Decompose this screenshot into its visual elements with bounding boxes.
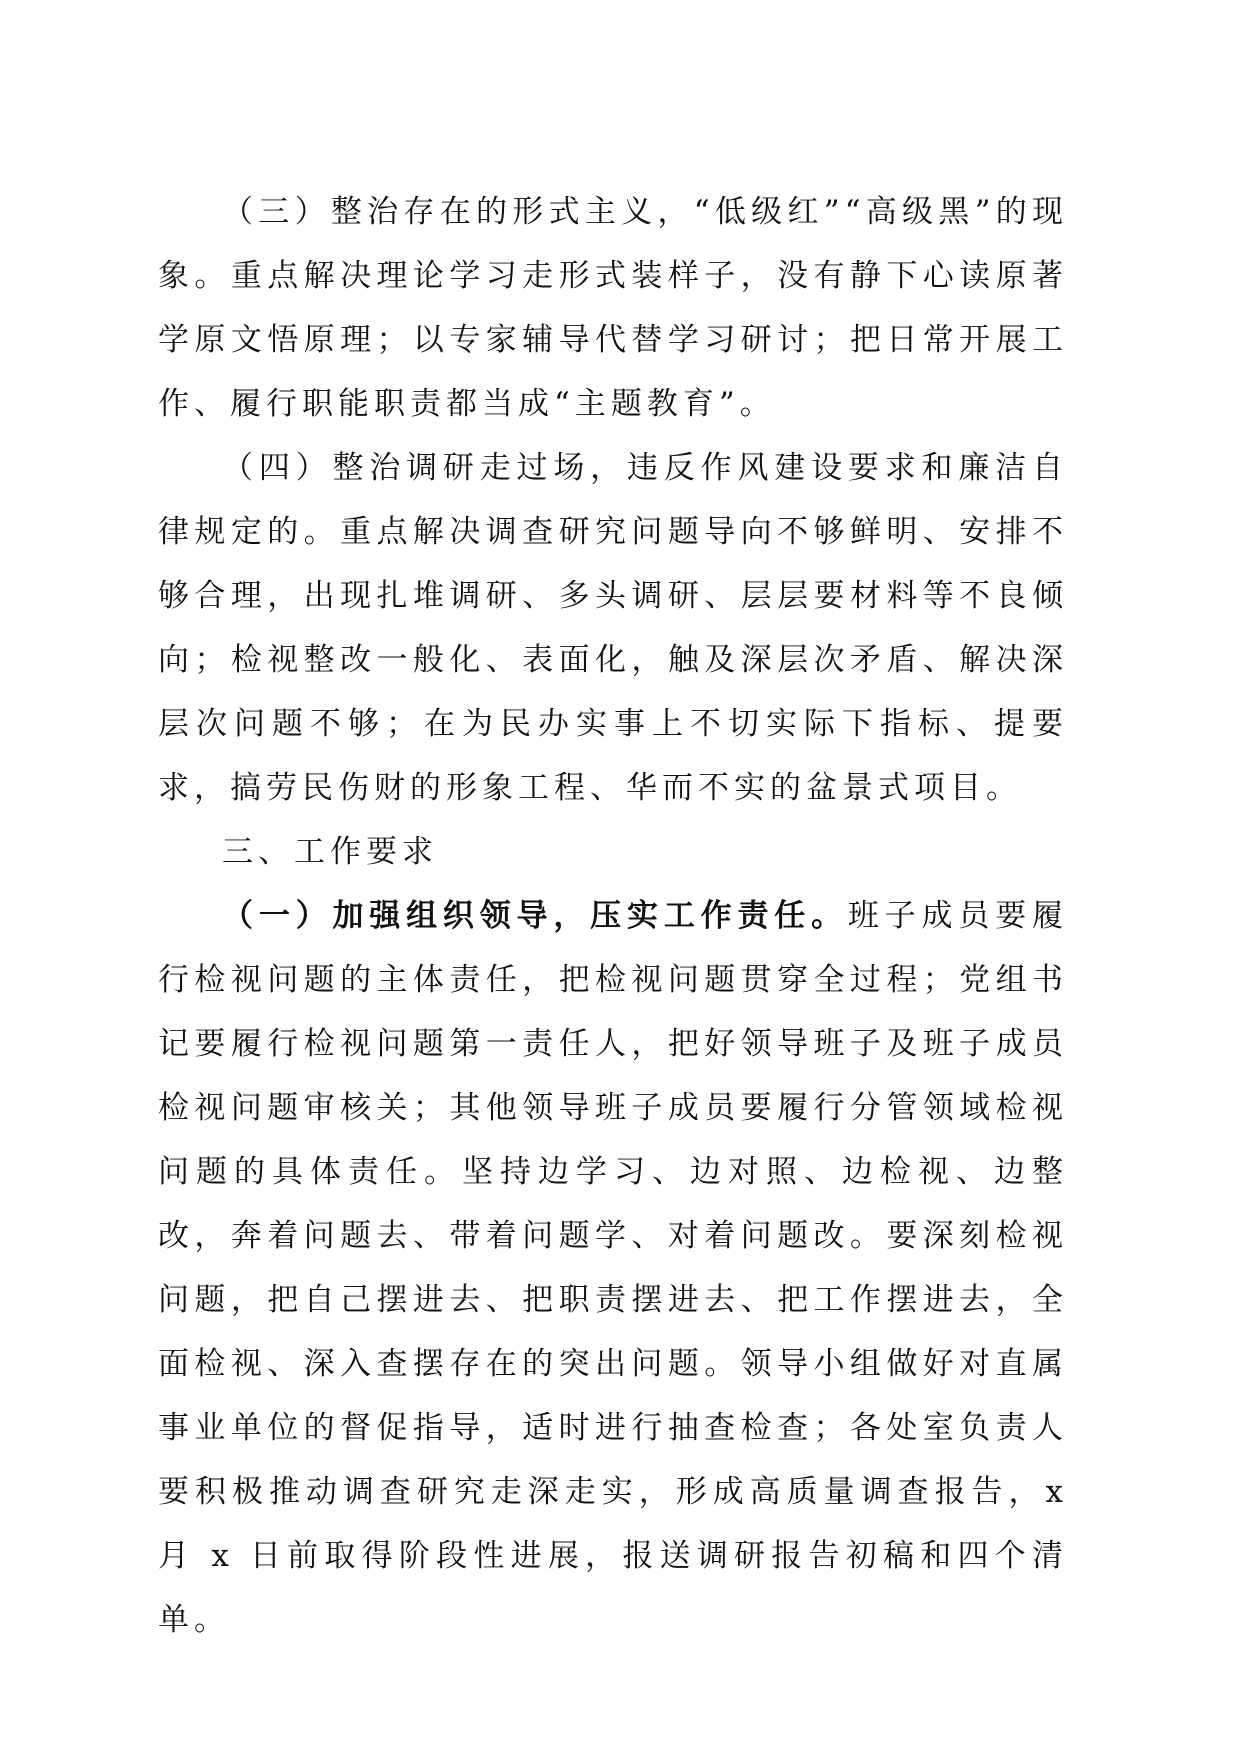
paragraph-3: （三）整治存在的形式主义，“低级红”“高级黑”的现象。重点解决理论学习走形式装样子，没有静下心读原著学原文悟原理；以专家辅导代替学习研讨；把日常开展工作、履行职能职责都当成“主题教育”。 xyxy=(158,194,1068,422)
section-heading: 三、工作要求 xyxy=(222,834,438,870)
requirement-1-body: 班子成员要履行检视问题的主体责任，把检视问题贯穿全过程；党组书记要履行检视问题第一责任人，把好领导班子及班子成员检视问题审核关；其他领导班子成员要履行分管领域检视问题的具体责任。坚持边学习、边对照、边检视、边整改，奔着问题去、带着问题学、对着问题改。要深刻检视问题，把自己摆进去、把职责摆进去、把工作摆进去，全面检视、深入查摆存在的突出问题。领导小组做好对直属事业单位的督促指导，适时进行抽查检查；各处室负责人要积极推动调查研究走深走实，形成高质量调查报告，x 月 x 日前取得阶段性进展，报送调研报告初稿和四个清单。 xyxy=(158,898,1069,1638)
paragraph-4: （四）整治调研走过场，违反作风建设要求和廉洁自律规定的。重点解决调查研究问题导向不够鲜明、安排不够合理，出现扎堆调研、多头调研、层层要材料等不良倾向；检视整改一般化、表面化，触及深层次矛盾、解决深层次问题不够；在为民办实事上不切实际下指标、提要求，搞劳民伤财的形象工程、华而不实的盆景式项目。 xyxy=(158,450,1068,806)
document-body xyxy=(158,180,1068,1652)
requirement-1-title: （一）加强组织领导，压实工作责任。 xyxy=(222,898,848,934)
requirement-1-paragraph xyxy=(158,884,1068,1652)
